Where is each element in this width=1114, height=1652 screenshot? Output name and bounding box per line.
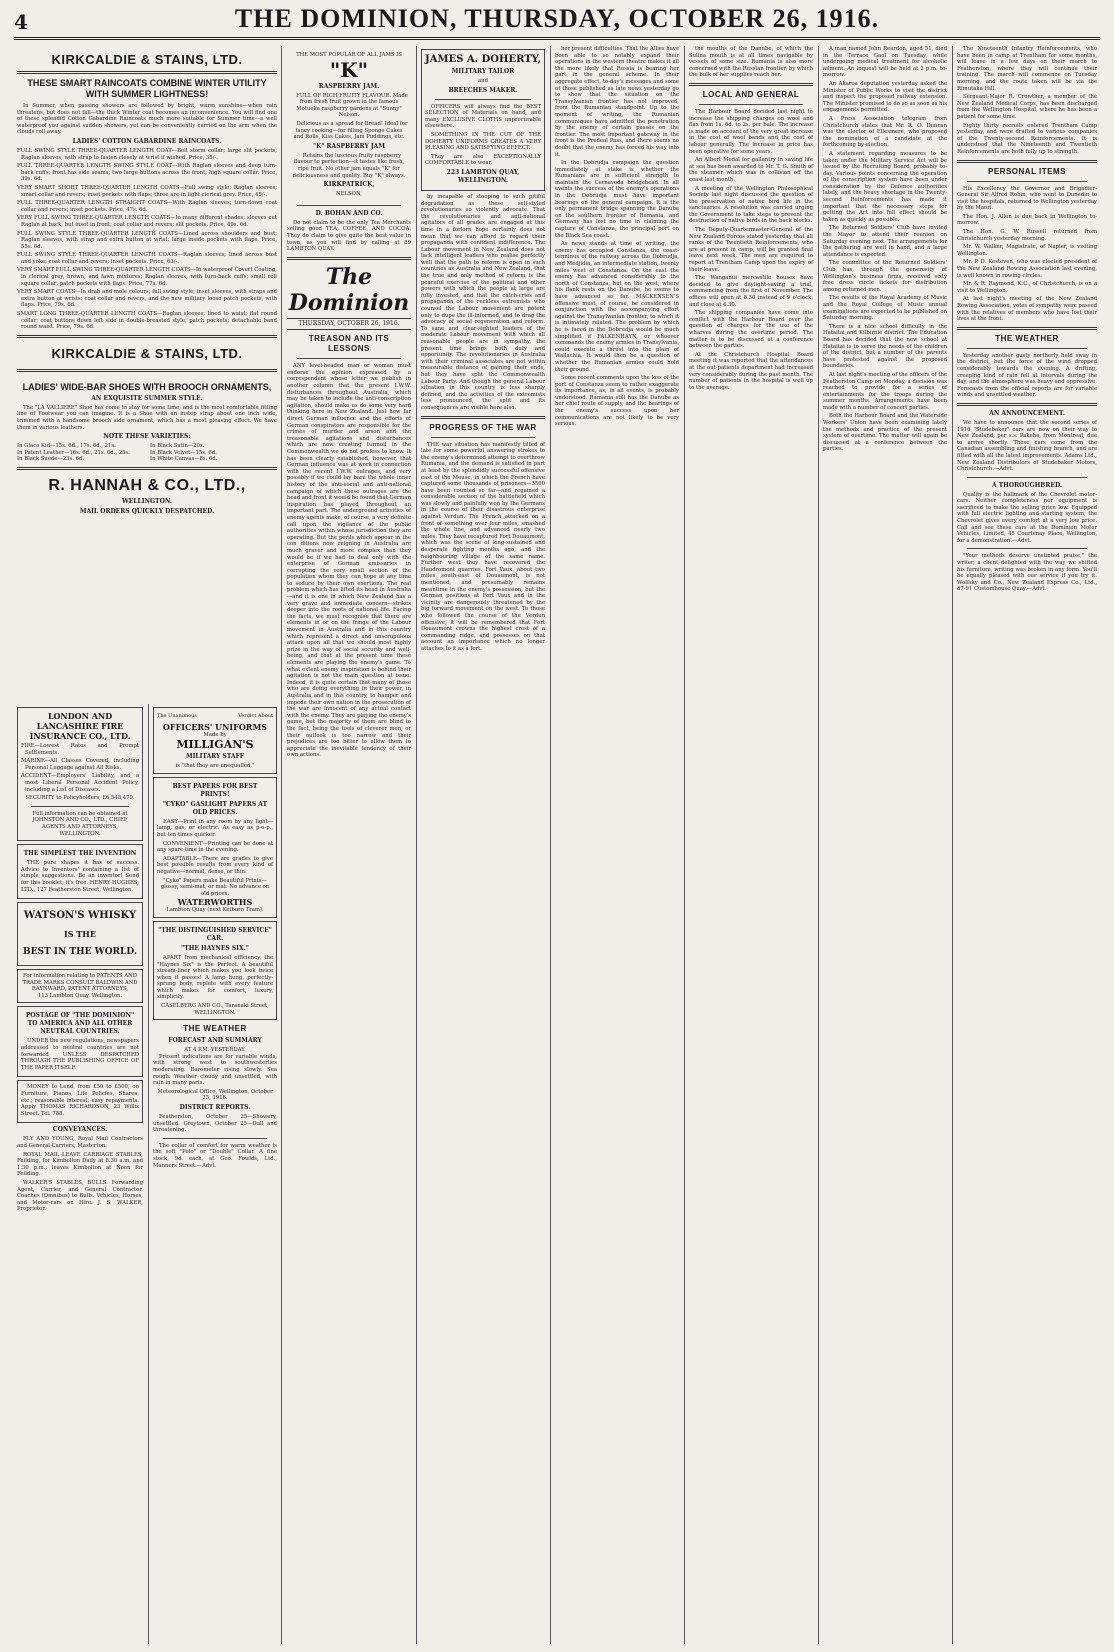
ad-cyko-title: "CYKO" GASLIGHT PAPERS AT OLD PRICES. bbox=[162, 800, 268, 816]
local-title: LOCAL AND GENERAL bbox=[702, 89, 800, 99]
ad-shoes-headline: LADIES' WIDE-BAR SHOES WITH BROOCH ORNAMENTS, bbox=[22, 381, 272, 392]
personal-item: The Hon. G. W. Russell returned from Christchurch yesterday morning. bbox=[957, 229, 1097, 242]
thoroughbred-body: Quality is the hallmark of the Chevrolet motor-cars. Neither completeness nor equipment is sacrificed to make the selling price low. Equipped with full electric lighting and starting system, the Chevrolet gives every comfort at a very low price. Call and see these cars at the Dominion Motor Vehicles, Limited, 45 Courtenay Place, Wellington, for a demonstration.—Advt. bbox=[957, 491, 1097, 544]
column-4 bbox=[552, 46, 682, 1644]
weather-sub: FORECAST AND SUMMARY bbox=[168, 1037, 262, 1045]
ad-item: FULL THREE-QUARTER LENGTH STRAIGHT COATS—With Raglan sleeves; turn-down coat collar and revers; inset pockets. Price, 47s. 6d. bbox=[17, 200, 277, 213]
personal-item: Mr. W. Walker, Magistrate, of Napier, is visiting Wellington. bbox=[957, 244, 1097, 257]
col7-item: The Nineteenth Infantry Reinforcements, who have been in camp at Trentham for some months, will leave in a few days on their march to Featherston, where they will continue their training. The march will commence on Tuesday morning, and the route taken will be via the Rimutaka Hill. bbox=[957, 46, 1097, 92]
weather-time: AT 4 P.M. YESTERDAY. bbox=[184, 1047, 246, 1054]
war-text-3: As news stands at time of writing, the enemy has occupied Constanza, the coast-terminus of the railway across the Dobrudja, and Medjidia, an intermediate station, twenty miles west of Constanza. On the east the enemy has advanced considerably to the north of Constanza, but on the west, where his flank rests on the Danube, he seems to have advanced so far. MACKENSEN'S offensive must, of course, be considered in conjunction with the accompanying effort against the Transylvanian frontier, to which it is intimately related. The problem by which he is faced in the Dobrudja would be much simplified if FALKENHAYN, or whoever commands the enemy armies in Transylvania, could execute a thrust into the plain of Wallachia. It would then be a question of whether the Rumanian armies could hold their ground. bbox=[555, 241, 679, 373]
doherty-body: OFFICERS will always find the BEST SELECTION of Materials on hand, and many EXCLUSIVE CLOTHS unprocurable elsewhere. bbox=[425, 103, 541, 130]
war-text-1: her present difficulties. That the Allies have been able to so notably expand their operations in the western theatre makes it all the more likely that Russia is bearing her part in the general scheme. In their aggregate effect, to-day's messages and some of those published as late news yesterday go to show that the situation on the Transylvanian frontier has not improved, from the Rumanian standpoint. Up to the moment of writing, the Rumanian communiques have admitted the penetration by the enemy of certain passes on the frontier. The most important gateway in the front is the Predeal Pass, and there seems no doubt that the enemy has forced his way into it. bbox=[555, 46, 679, 158]
shoe-variety: In White Canvas—8s. 6d. bbox=[150, 456, 218, 463]
column-1b-ads bbox=[14, 704, 146, 1644]
jam-body-2: Delicious as a spread for Bread! Ideal for fancy cooking—for filling Sponge Cakes and Rolls, Kiss Cakes, Jam Puddings, etc. bbox=[293, 120, 408, 141]
ad-uniform-quote: is "that they are unequalled." bbox=[175, 763, 255, 770]
ad-item: SMART LONG THREE-QUARTER LENGTH COATS—Raglan sleeves; lined to waist; flat round collar; coat buttons down left side in double-breasted style; patch pockets; detachable band round waist. Price, 79s. 6d. bbox=[17, 311, 277, 331]
announcement-body: We have to announce that the second series of 1916 "Studebaker" cars are now on their way to New Zealand, per s.s. Pakeha, from Montreal, due to arrive shortly. These cars come from the Canadian assembling and finishing branch, and are fitted with all the latest improvements. Adams Ltd., New Zealand Distributors of Studebaker Motors, Christchurch.—Advt. bbox=[957, 419, 1097, 473]
local-item: The Deputy-Quartermaster-General of the New Zealand Forces stated yesterday that all ranks of the Twentieth Reinforcements, who are at present in camp, will be granted final leave next week. The men are required to report at Trentham Camp upon the expiry of their leave. bbox=[689, 227, 813, 273]
page-number: 4 bbox=[14, 10, 28, 34]
personal-item: Mr. & R. Raymond, K.C., of Christchurch, is on a visit to Wellington. bbox=[957, 281, 1097, 294]
conveyance-1: FLY AND YOUNG, Royal Mail Contractors and General Carriers, Masterton. bbox=[17, 1136, 143, 1149]
ad-cyko-p3: ADAPTABLE—There are grades to give best possible results from every kind of negative—normal, dense, or thin. bbox=[157, 855, 273, 875]
editorial-body: ANY level-headed man or woman must endorse the opinion expressed by a correspondent whose letter we publish in another column that the present I.W.W. disturbances throughout Australia, which may be taken to include the anti-conscription agitation, should make us do some very hard thinking here in New Zealand. Just how far direct German influence and the efforts of German conspirators are responsible for the crimes of murder and arson and the treasonable agitations and disturbances which are now creating turmoil in the Commonwealth we do not profess to know. It has been clearly established, however, that German influence was at work in connection with the recent I.W.W. outrages, and very possibly if we could lay bare the whole inner history of the anti-social and anti-national campaign of which these outrages are the head and front it would be found that German inspiration has played throughout an important part. The underground activities of enemy agents make, of course, a very definite call upon the vigilance of the public authorities within whose jurisdiction they are operating. But the perils which appear in the con ditions now reigning in Australia are much graver and more complex than they would be if we had to deal only with the enterprise of German emissaries in corrupting the very small section of the population whom they can hope at any time to seduce by their own exertions. The real problem which has lifted its head in Australia—and it is one in which New Zealand has a very grave and immediate concern—strikes deeper into the roots of national life. Facing the facts, we must recognise that there are elements in or on the fringe of the Labour movement in Australia and in this country which represent a direct and unscrupulous attack upon all that we should most highly prize in the way of social security and well-being, and that at the present time these elements are playing the enemy's game. To what extent enemy inspiration is behind their agitation is not the main question at issue. Indeed, it is quite certain that many of those who are doing everything in their power, in Australia and in this country, to hamper and impede their own nation in the prosecution of the war are innocent of any actual contact with the enemy. They are playing the enemy's game, but the majority of them are blind to the fact, being the tools of cleverer men, or their outlook is too narrow and their prejudices are too bitter to allow them to appreciate the inevitable tendency of their own actions. bbox=[287, 363, 411, 759]
col6-item: A Press Association telegram from Christchurch states that Mr. R. O. Duncan was the elector of Ellesmere, who proposed the nomination of a candidate at the forthcoming by-election. bbox=[823, 115, 947, 149]
weather-met: Meteorological Office, Wellington, October 25, 1916. bbox=[157, 1088, 273, 1102]
shoe-variety: In Black Suede—23s. 6d. bbox=[17, 456, 85, 463]
doherty-tailor: MILITARY TAILOR bbox=[451, 68, 515, 75]
jam-body: FULL OF RICH FRUITY FLAVOUR. Made from fresh fruit grown in the famous Motueka raspberry gardens at "Sunny" Nelson. bbox=[296, 92, 408, 119]
ad-raincoats-section: LADIES' COTTON GABARDINE RAINCOATS. bbox=[72, 137, 222, 145]
ad-shoes-body: The "LA VALLIERE" Shoe has come to stay for some time, and is the most comfortable fitting line of Footwear you can imagine. It is a Shoe with an instep strap about one inch wide, trimmed with a handsome brooch side ornament, which has a most pleasing effect. We have them in various leathers. bbox=[17, 404, 277, 431]
ad-item: VERY FULL SWING THREE-QUARTER LENGTH COATS—In many different shades; sleeves cut Raglan at back, but inset in front; coat collar and revers; slit pockets. Price, 49s. 6d. bbox=[17, 215, 277, 228]
ad-invention-title: THE SIMPLEST THE INVENTION bbox=[23, 850, 137, 858]
doherty-addr: 223 LAMBTON QUAY, WELLINGTON. bbox=[446, 168, 520, 184]
personal-item: The Hon. J. Allen is due back in Wellington to-morrow. bbox=[957, 213, 1097, 227]
jam-top: THE MOST POPULAR OF ALL JAMS IS bbox=[296, 52, 402, 58]
column-7 bbox=[954, 46, 1100, 1644]
weather-body-2: Yesterday another gusty northerly held sway in the district, but the force of the wind dropped considerably towards the evening. A drifting, creeping kind of rain fell at intervals during the day, and the atmosphere was heavy and oppressive. Forecasts from the official reports are for variable winds and unsettled weather. bbox=[957, 352, 1097, 399]
ad-shoes-varieties: NOTE THESE VARIETIES: bbox=[103, 433, 191, 441]
col6-item: The results of the Royal Academy of Music and the Royal College of Music annual examinations are expected to be published on Saturday morning. bbox=[823, 295, 947, 322]
ad-kirkcaldie-title-2: KIRKCALDIE & STAINS, LTD. bbox=[51, 345, 243, 361]
col7-item: Eighty thirty recruits entered Trentham Camp yesterday, and were drafted to various companies of the Twenty-second Reinforcements. It is understood that the Nineteenth and Twentieth Reinforcements are both fully up to strength. bbox=[957, 122, 1097, 155]
column-2a-ads bbox=[150, 704, 280, 1644]
ad-cyko-p4: "Cyko" Papers make Beautiful Prints—glossy, semi-mat, or mat. No advance on old prices. bbox=[160, 877, 270, 897]
ad-item: FULL THREE-QUARTER LENGTH SWING STYLE COAT—With Raglan sleeves and deep turn-back cuffs; front has side seams; two large buttons across the front; high square collar. Price, 39s. 6d. bbox=[17, 163, 277, 183]
weather-title: THE WEATHER bbox=[183, 1024, 247, 1034]
column-6 bbox=[820, 46, 950, 1644]
war-text-2: In the Dobrudja campaign the question immediately at stake is whether the Rumanians are in sufficient strength to maintain the Cernavoda bridgehead. In all events the success of the enemy's operations in the Dobrudja must have important bearings on the general campaign. It is the only permanent bridge spanning the Danube on the southern frontier of Rumania, and Germany has lost no time in claiming the capture of Constanza, the principal port on the Black Sea coast. bbox=[555, 160, 679, 239]
ad-item: FULL SWING STYLE THREE-QUARTER LENGTH COATS—Lined across shoulders and bust; Raglan sleeves, with strap and extra button at wrist; large inside pockets with flaps. Price, 55s. 6d. bbox=[17, 230, 277, 250]
doherty-name: JAMES A. DOHERTY, bbox=[425, 54, 541, 65]
ad-postage-title: POSTAGE OF "THE DOMINION" TO AMERICA AND ALL OTHER NEUTRAL COUNTRIES. bbox=[25, 1012, 135, 1036]
weather-title-2: THE WEATHER bbox=[995, 333, 1059, 343]
col5-text-1: the mouths of the Danube, of which the Sulina mouth is at all times navigable by vessels of some size. Rumania is also more concerned with the Russian frontier, by which the bulk of her supplies reach her. bbox=[689, 46, 813, 79]
conveyance-3: WALKER'S STABLES, BULLS. Forwarding Agent, Carrier, and General Contractor. Coaches (Omnibus) to Bulls. Vehicles, Horses, and Motor-cars on Hire. J. S. WALKER, Proprietor. bbox=[17, 1179, 143, 1213]
ins-item: MARINE—All Classes Covered, including Personal Luggage against All Risks. bbox=[21, 758, 139, 771]
announcement-title: AN ANNOUNCEMENT. bbox=[989, 409, 1065, 417]
col6-item: A man named John Reardon, aged 51, died in the Terrace Gaol on Tuesday, while undergoing medical treatment for alcoholic ailment. An inquest will be held at 2 p.m. to-morrow. bbox=[823, 46, 947, 79]
ad-uniform-name: MILLIGAN'S bbox=[176, 738, 254, 752]
ad-item: VERY SMART COATS—In drab and mole colours; full swing style; inset sleeves, with straps and extra button at wrists; coat collar and revers, and the new military loose patch pockets, with flaps. Price, 79s. 6d. bbox=[17, 289, 277, 309]
ad-car-name: "THE HAYNES SIX." bbox=[181, 944, 249, 952]
ad-item: VERY SMART FULL SWING THREE-QUARTER LENGTH COATS—In waterproof Covert Coating, in clerical grey, brown, and fawn mixtures; Raglan sleeves, with turn-back cuffs; small roll square collar; patch pockets with flaps. Price, 77s. 6d. bbox=[17, 267, 277, 287]
editorial-continued: by incapable of stooping to such pitiful degradation as these self-styled revolutionaries so violently advocate. That the revolutionaries and anti-national agitators of all grades are engaged at this time in a forlorn hope certainly does not mean that we can afford to regard their propaganda with confident indifference. The Labour movement in New Zealand does not lack intelligent leaders who realise perfectly well that the path to reform is open in such countries as Australia and New Zealand, that the true and only method of reform is the peaceful exercise of the political and other powers with which the people at large are fully invested, and that the catch-cries and propaganda of the reckless extremists who counsel the Labour movement are potent only to dupe the ill-informed, and to drag the advocacy of social regeneration and reform. To sane and clear-sighted leaders of the moderate Labour movement with which all reasonable people are in sympathy, the present time brings both duty and opportunity. The revolutionaries in Australia with their criminal associates are not within measurable distance of gaining their ends, but they have split the Commonwealth Labour Party. And though the general Labour situation in this country is less sharply defined, and the activities of the extremists less pronounced, the split and its consequences are visible here also. bbox=[421, 193, 545, 411]
ad-uniform-made: Made by bbox=[203, 731, 227, 738]
jam-title-2: "K" RASPBERRY JAM bbox=[313, 142, 385, 150]
ad-whisky-1: WATSON'S WHISKY bbox=[23, 910, 137, 922]
bohan-title: D. BOHAN AND CO. bbox=[315, 209, 383, 217]
ins-item: SECURITY to Policyholders, £6,548,479. bbox=[25, 795, 135, 802]
ad-cyko-p1: EASY—Print in any room by any light—lamp, gas, or electric. As easy as p-o-p., but ten times quicker. bbox=[157, 818, 273, 838]
jam-k: "K" bbox=[329, 57, 369, 82]
local-item: An Albert Medal for gallantry in saving life at sea has been awarded to Mr. T. G. Smith of the steamer which was in collision off the coast last month. bbox=[689, 157, 813, 183]
ad-item: FULL SWING STYLE THREE-QUARTER LENGTH COAT—Bell storm collar; large slit pockets; Raglan sleeves, with strap to fasten closely at wrist if wished. Price, 35/-. bbox=[17, 147, 277, 161]
ad-whisky-2: IS THE bbox=[64, 929, 96, 940]
weather-body: Present indications are for variable winds, with strong west to southwesterlies moderating. Barometer rising slowly. Sea rough. Weather cloudy and unsettled, with rain in many parts. bbox=[153, 1053, 277, 1087]
doherty-breeches: BREECHES MAKER. bbox=[448, 86, 518, 94]
col6-item: Both the Harbour Board and the Waterside Workers' Union have been examining lately the methods and practice of the present system of overtime. The matter will again be discussed at a conference between the parties. bbox=[823, 413, 947, 453]
jam-nelson: NELSON, bbox=[336, 191, 362, 198]
dominion-date: THURSDAY, OCTOBER 26, 1916. bbox=[287, 318, 411, 331]
shoe-variety: In Glace Kid—15s. 6d., 17s. 6d., 21s. bbox=[17, 443, 116, 450]
ad-raincoats-headline: THESE SMART RAINCOATS COMBINE WINTER UTILITY WITH SUMMER LIGHTNESS! bbox=[27, 78, 267, 99]
shoe-variety: In Black Satin—20s. bbox=[150, 443, 205, 450]
ad-cyko-p2: CONVENIENT—Printing can be done at any spare time in the evening. bbox=[157, 840, 273, 854]
col6-item: There is a nice school difficulty in the Hataitai and Kilbirnie district. The Education Board has decided that the new school at Hataitai is to serve the needs of the children of the district, but a number of the parents have protested against the proposed boundaries. bbox=[823, 323, 947, 370]
ins-item: FIRE—Lowest Rates and Prompt Settlements. bbox=[21, 743, 139, 756]
ad-cyko-name: WATERWORTHS bbox=[177, 897, 253, 908]
doherty-body-3: They are also EXCEPTIONALLY COMFORTABLE to wear. bbox=[425, 153, 541, 167]
col6-item: An Akaroa deputation yesterday asked the Minister of Public Works to visit the district and inspect the proposed railway extension. The Minister promised to do so as soon as his engagements permitted. bbox=[823, 80, 947, 114]
doherty-body-2: SOMETHING IN THE CUT OF THE DOHERTY UNIFORMS CREATES A VERY PLEASING AND SATISFYING EFFECT. bbox=[425, 131, 541, 152]
war-text-4: Some recent comments upon the loss of the port of Constanza seem to rather exaggerate its importance, as, in all events, is probably understood. Rumania still has the Danube as her chief route of supply, and the bearings of the enemy's success upon her communications are not likely to be very serious. bbox=[555, 375, 679, 428]
ad-car-title: "THE DISTINGUISHED SERVICE" CAR. bbox=[158, 926, 272, 942]
local-item: The shipping companies have come into conflict with the Harbour Board over the question of charges for the use of the wharves during the overtime period. The matter is to be discussed at a conference between the parties. bbox=[689, 310, 813, 350]
conveyance-2: ROYAL MAIL LEAVE CARRIAGE STABLES, Feilding, for Kimbolton Daily at 8.30 a.m. and 1.30 p.m.; leaves Kimbolton at Noon for Feilding. bbox=[17, 1151, 143, 1178]
dominion-title: The Dominion bbox=[288, 263, 410, 316]
bohan-body: Do not claim to be the only Tea Merchants selling good TEA, COFFEE, AND COCOA. They do claim to give quite the best value in town, as you will find by calling at 89 LAMBTON QUAY. bbox=[287, 219, 411, 253]
ad-shoes-sub: AN EXQUISITE SUMMER STYLE. bbox=[91, 394, 203, 402]
ad-uniform-left: The Unanimous bbox=[157, 713, 197, 719]
ad-hannah-sub: MAIL ORDERS QUICKLY DESPATCHED. bbox=[79, 507, 215, 515]
ad-hannah-city: WELLINGTON. bbox=[121, 497, 173, 505]
ad-insurance-title: LONDON AND LANCASHIRE FIRE INSURANCE CO., LTD. bbox=[29, 711, 131, 741]
ad-patents-addr: 113 Lambton Quay, Wellington. bbox=[37, 992, 123, 999]
collar-advt: The collar of comfort for warm weather is the soft "Polo" or "Double" Collar. A fine stock, 9d. each, at Geo. Fowlds, Ltd., Manners Street.—Advt. bbox=[153, 1142, 277, 1169]
ad-item: FULL SWING STYLE THREE-QUARTER LENGTH COATS—Raglan sleeves; lined across bust and yoke; coat collar and revers; inset pockets. Price, 63/-. bbox=[17, 252, 277, 265]
masthead-title: THE DOMINION, THURSDAY, OCTOBER 26, 1916. bbox=[234, 4, 880, 33]
col7-item: Sergeant-Major R. Crowther, a member of the New Zealand Medical Corps, has been discharged from the Wellington Hospital, where he has been a patient for some time. bbox=[957, 94, 1097, 120]
ad-uniform-main: OFFICERS' UNIFORMS bbox=[162, 721, 268, 732]
weather-reports-body: Featherston, October 25—Showery, unsettled. Greytown, October 25—Dull and threatening. bbox=[153, 1114, 277, 1134]
column-2b bbox=[284, 46, 414, 1644]
col6-item: A statement regarding measures to be taken under the Military Service Act will be issued by the Recruiting Board, probably to-day. Various points concerning the operation of the conscription system have been under consideration by the Defence authorities lately, and the heavy shortage in the Twenty-second Reinforcements has made it important that the necessary steps for getting the Act into full effect should be taken as quickly as possible. bbox=[823, 150, 947, 223]
ad-car-body: APART from mechanical efficiency, the "Haynes Six" is the Perfect. A beautiful stream-liner which makes you look twice when it passes! A lamp hung, perfectly-sprung body, replete with every feature which makes for comfort, luxury, simplicity. bbox=[157, 954, 273, 1001]
express-advt: "Your methods deserve unstinted praise," the writer, a client delighted with the way we shifted his furniture, writing was broken in any form. You'll be equally pleased with our service if you try it. Wolfsky and Co., New Zealand Express Co., Ltd., 87-91 Customhouse Quay.—Advt. bbox=[957, 553, 1097, 593]
ad-insurance-agents: Full information can be obtained at JOHNSTON AND CO., LTD., CHIEF AGENTS AND ATTORNEYS, WELLINGTON. bbox=[32, 810, 128, 837]
local-item: At the Christchurch Hospital Board meeting it was reported that the attendances at the out-patients department had increased very considerably during the past month. The number of patients in the hospital is well up to the average. bbox=[689, 351, 813, 391]
ins-item: ACCIDENT—Employers' Liability, and a most Liberal Personal Accident Policy, including a List of Diseases. bbox=[21, 773, 139, 793]
ad-shoes-list bbox=[17, 443, 277, 463]
ad-whisky-3: BEST IN THE WORLD. bbox=[23, 947, 137, 958]
shoe-variety: In Black Velvet—15s. 6d. bbox=[150, 449, 217, 456]
progress-body: THE war situation has manifestly tilted of late for some powerful answering strokes to the enemy's determined attempt to overthrow Rumania, and the demand is satisfied in part at least by the splendidly successful offensive east of the Meuse, in which the French have captured some thousands of prisoners—3500 have been counted so far—and regained a considerable section of the battlefield which was slowly and painfully won by the Germans in the course of their disastrous enterprise against Verdun. The French attacked on a front of something over four miles, smashed the whole line, and advanced nearly two miles. They have recaptured Fort Douaumont, which was the scene of long-sustained and desperate fighting months ago, and the neighbouring village of the same name. Further west they have recovered the Haudromont quarries. Fort Vaux, about two miles south-east of Douaumont, is not mentioned, and presumably remains meantime in the enemy's possession, but the German positions at Fort Vaux and in the vicinity are dangerously threatened by the big forward movement on the west. To those who followed the course of the Verdun offensive, it will be remembered that Fort Douaumont crowns the highest crest of a commanding ridge, and possesses on that account an importance which no longer attaches to it as a fort. bbox=[421, 441, 546, 652]
ad-uniform-staff: MILITARY STAFF bbox=[185, 753, 245, 761]
ad-money: MONEY to Lend, from £50 to £500, on Furniture, Pianos, Life Policies, Shares, etc.; reasonable interest; easy repayments. Apply THOMAS RICHARDSON, 23 Willis Street. Tel. 788. bbox=[21, 1084, 139, 1117]
personal-item: Mr. P. D. Kesteven, who was elected president of the New Zealand Rowing Association last evening, is well known in rowing circles. bbox=[957, 259, 1097, 279]
personal-item: At last night's meeting of the New Zealand Rowing Association, votes of sympathy were passed with the relatives of members who have lost their lives at the front. bbox=[957, 296, 1097, 323]
ad-uniform-right: Verdict About bbox=[238, 713, 273, 719]
jam-kirk: KIRKPATRICK, bbox=[323, 181, 375, 189]
col6-item: At last night's meeting of the officers of the Featherston Camp on Monday, a decision was reached to provide for a series of entertainments for the troops during the summer months. Arrangements have been made with a number of concert parties. bbox=[823, 371, 947, 411]
weather-reports: DISTRICT REPORTS. bbox=[179, 1104, 251, 1111]
col6-item: The Returned Soldiers' Club have invited the Mayor to attend their reunion on Saturday evening next. The arrangements for the gathering are well in hand, and a large attendance is expected. bbox=[823, 225, 947, 258]
ad-papers-title: BEST PAPERS FOR BEST PRINTS! bbox=[172, 782, 258, 798]
jam-title: RASPBERRY JAM. bbox=[318, 82, 380, 90]
doherty-and: and bbox=[478, 78, 488, 84]
progress-title: PROGRESS OF THE WAR bbox=[429, 422, 537, 432]
local-item: A meeting of the Wellington Philosophical Society last night discussed the question of the preservation of native bird life in the sanctuaries. A resolution was carried urging the Government to take steps to prevent the destruction of native birds in the back blocks. bbox=[689, 185, 813, 225]
local-item: The Harbour Board decided last night to increase the shipping charges on wool and flax from 1s. 6d. to 2s. per bale. The increase is made on account of the very great increase in the cost of wool bands and the cost of labour generally. The increase in price has been operative for some years. bbox=[689, 108, 813, 155]
ad-hannah-title: R. HANNAH & CO., LTD., bbox=[48, 476, 246, 494]
jam-body-3: Retains the luscious fruity raspberry flavour to perfection—it tastes like fresh, ripe fruit. No other jam equals "K" for deliciousness and quality. Buy "K" always. bbox=[292, 152, 406, 179]
shoe-variety: In Patent Leather—16s. 6d., 21s. 6d., 25s. bbox=[17, 449, 130, 456]
ad-item: VERY SMART SHORT THREE-QUARTER LENGTH COATS—Full swing style; Raglan sleeves; smart collar and revers; inset pockets with flaps; three are in light clerical grey. Price, 45/-. bbox=[17, 184, 277, 198]
personal-item: His Excellency the Governor and Brigadier-General Sir Alfred Robin, who went to Dunedin to visit the hospitals, returned to Wellington yesterday by the Maori. bbox=[957, 185, 1097, 212]
editorial-title: TREASON AND ITS LESSONS bbox=[308, 334, 390, 354]
personal-title: PERSONAL ITEMS bbox=[988, 166, 1066, 176]
ad-cyko-addr: Lambton Quay (next Kelburn Tram). bbox=[166, 907, 264, 914]
conveyances-title: CONVEYANCES. bbox=[52, 1126, 108, 1134]
ad-car-agent: CASELBERG AND CO., Taranaki Street, WELLINGTON. bbox=[161, 1003, 269, 1016]
ad-patents-title: For information relating to PATENTS AND TRADE MARKS CONSULT BALDWIN AND RAYNWARD, PATENT ATTORNEYS, bbox=[22, 973, 138, 993]
column-3 bbox=[418, 46, 548, 1644]
ad-invention-body: THE pure shapes it has of success. Advice to Inventors' containing a list of simple suggestions. Be an inventor! Send for this booklet; it's free. HENRY HUGHES, LTD., 127 Featherston Street, Wellington. bbox=[21, 860, 139, 893]
masthead bbox=[14, 6, 1100, 40]
col6-item: The committee of the Returned Soldiers' Club has, through the generosity of Wellington's business firms, received sixty free dress circle tickets for distribution among returned men. bbox=[823, 260, 947, 293]
ad-raincoats-intro: In Summer, when passing showers are followed by bright, warm sunshine—when rain threatens, but does not fall—the thick Winter coat becomes an inconvenience. You will find one of these splendid Cotton Gabardine Raincoats much more suitable for Summer time—a well waterproof you against sudden showers, yet can be conveniently carried on the arm when the clouds roll away. bbox=[17, 103, 277, 136]
column-5 bbox=[686, 46, 816, 1644]
thoroughbred-title: A THOROUGHBRED. bbox=[991, 481, 1063, 489]
ad-postage-note: UNDER the new regulations, newspapers addressed to neutral countries are not forwarded UNLESS DESPATCHED THROUGH THE PUBLISHING OFFICE OF THE PAPER ITSELF. bbox=[21, 1038, 139, 1071]
column-1-ads bbox=[14, 48, 280, 698]
local-item: The Wanganui mercantile houses have decided to give daylight-saving a trial, commencing from the first of November. The offices will open at 8.30 instead of 9 o'clock, and close at 4.30. bbox=[689, 275, 813, 308]
ad-kirkcaldie-title: KIRKCALDIE & STAINS, LTD. bbox=[51, 52, 243, 67]
